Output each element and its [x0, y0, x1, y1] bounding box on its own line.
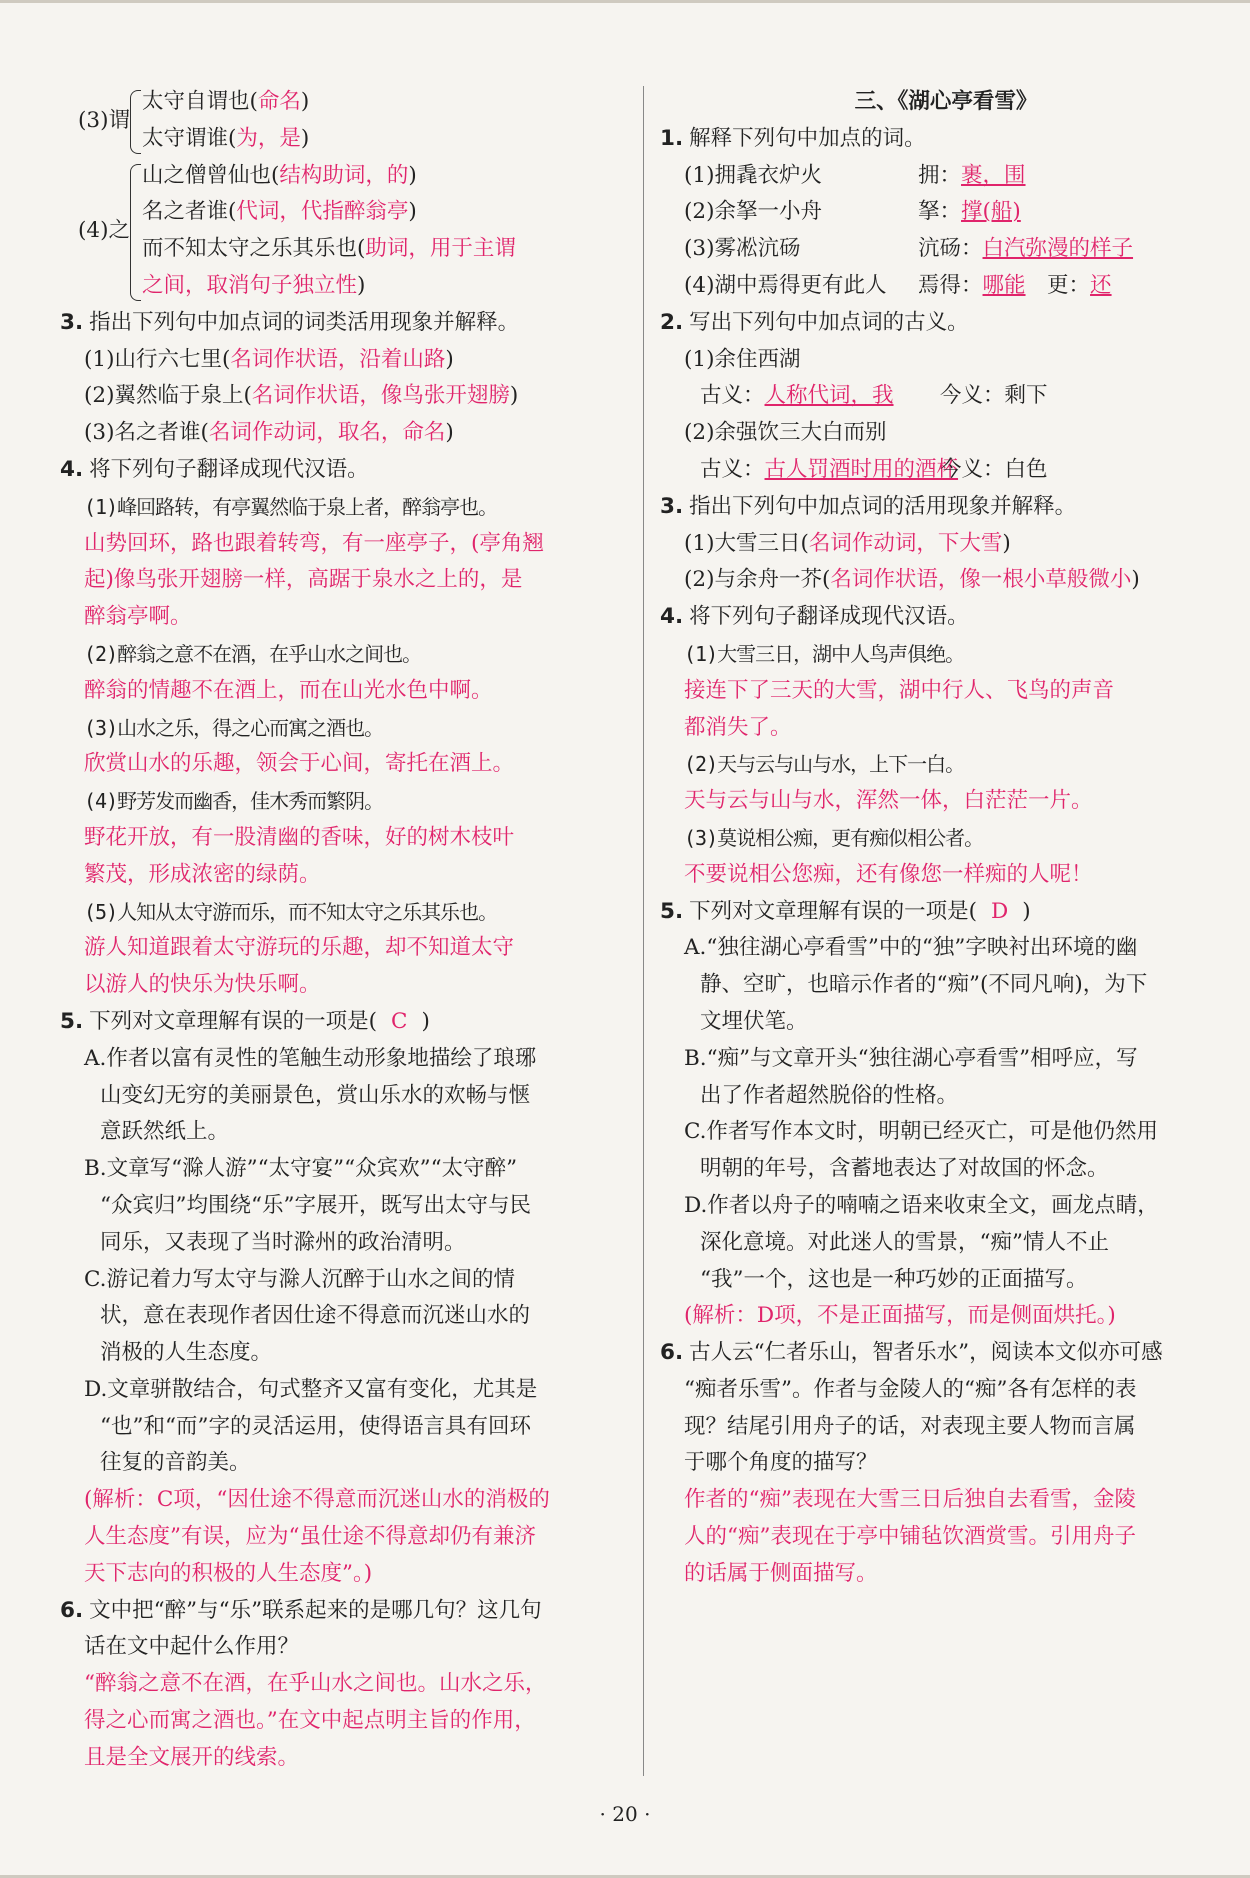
question-text: 状，意在表现作者因仕途不得意而沉迷山水的	[100, 1303, 531, 1329]
brace-group-line	[142, 268, 630, 305]
brace	[130, 90, 141, 154]
question-text: 静、空旷，也暗示作者的“痴”(不同凡响)，为下	[700, 972, 1148, 998]
answer-line: 都消失了。	[684, 714, 792, 740]
question-text: )	[1022, 898, 1031, 924]
question-number: 5.	[660, 898, 684, 924]
answer-text: 命名	[257, 89, 301, 114]
question-text: (2)与余舟一芥(	[684, 567, 831, 593]
question-text: 下列对文章理解有误的一项是(	[689, 898, 978, 924]
question-line	[60, 1593, 630, 1630]
question-line	[60, 1004, 630, 1041]
answer-choice: D	[991, 898, 1009, 924]
answer-text: 为，是	[236, 125, 301, 151]
question-text: 意跃然纸上。	[100, 1119, 230, 1145]
question-text: 而不知太守之乐其乐也(	[142, 236, 366, 262]
question-text: “众宾归”均围绕“乐”字展开，既写出太守与民	[100, 1192, 531, 1218]
modern-meaning: 今义：白色	[940, 456, 1048, 482]
answer-text: 名词作状语，像一根小草般微小	[830, 567, 1132, 593]
question-line	[660, 894, 1232, 931]
ancient-meaning-label: 古义：	[700, 456, 765, 482]
question-text: (1)大雪三日(	[684, 530, 809, 556]
text-line	[660, 526, 1232, 563]
question-text: (5)人知从太守游而乐，而不知太守之乐其乐也。	[84, 899, 498, 924]
question-text: (2)翼然临于泉上(	[84, 383, 252, 409]
answer-text: 名词作状语，像鸟张开翅膀	[251, 383, 510, 409]
page-top-edge	[0, 0, 1250, 3]
brace-group-line	[142, 194, 630, 231]
text-line	[660, 967, 1232, 1004]
answer-line: 人生态度”有误，应为“虽仕途不得意却仍有兼济	[84, 1524, 536, 1550]
text-line	[660, 1262, 1232, 1299]
question-text: (3)山水之乐，得之心而寓之酒也。	[84, 715, 384, 740]
question-text: D.作者以舟子的喃喃之语来收束全文，画龙点睛，	[684, 1192, 1159, 1218]
question-text: 太守自谓也(	[142, 89, 258, 114]
question-number: 4.	[60, 456, 84, 482]
question-text: 太守谓谁(	[142, 125, 237, 151]
question-text: (2)醉翁之意不在酒，在乎山水之间也。	[84, 641, 422, 666]
text-line	[660, 1114, 1232, 1151]
brace	[130, 164, 141, 301]
answer-line: 天与云与山与水，浑然一体，白茫茫一片。	[684, 788, 1093, 814]
question-text: )	[357, 272, 366, 298]
text-line	[60, 1629, 630, 1666]
question-text: 指出下列句中加点词的活用现象并解释。	[689, 493, 1077, 519]
question-number: 5.	[60, 1008, 84, 1034]
question-text: A.“独往湖心亭看雪”中的“独”字映衬出环境的幽	[684, 935, 1138, 961]
question-line	[660, 599, 1232, 636]
answer-text: 结构助词，的	[279, 162, 409, 188]
answer-line: (解析：C项，“因仕途不得意而沉迷山水的消极的	[84, 1487, 550, 1513]
right-column	[660, 84, 1232, 1593]
answer-line: 起)像鸟张开翅膀一样，高踞于泉水之上的，是	[84, 567, 523, 593]
question-text: )	[408, 162, 417, 188]
definition-row	[660, 194, 1232, 231]
sentence-line	[660, 636, 1232, 673]
question-text: 文中把“醉”与“乐”联系起来的是哪几句？这几句	[89, 1597, 542, 1623]
text-line	[60, 1298, 630, 1335]
answer-line: 作者的“痴”表现在大雪三日后独自去看雪，金陵	[684, 1487, 1136, 1513]
answer-text: 名词作状语，沿着山路	[230, 346, 446, 372]
sentence-line	[660, 746, 1232, 783]
question-number: 3.	[60, 309, 84, 335]
answer-text: 代词，代指醉翁亭	[236, 199, 409, 225]
answer-line: 天下志向的积极的人生态度”。)	[84, 1560, 373, 1586]
answer-line: 醉翁亭啊。	[84, 604, 192, 630]
modern-meaning: 今义：剩下	[940, 383, 1048, 409]
question-text: 出了作者超然脱俗的性格。	[700, 1082, 959, 1108]
question-text: 同乐，又表现了当时滁州的政治清明。	[100, 1229, 466, 1255]
question-text: 现？结尾引用舟子的话，对表现主要人物而言属	[684, 1413, 1136, 1439]
question-text: )	[300, 125, 310, 151]
text-line	[660, 562, 1232, 599]
text-line	[660, 342, 1232, 379]
sentence-line	[60, 489, 630, 526]
question-line	[660, 121, 1232, 158]
text-line	[60, 1041, 630, 1078]
question-text: )	[421, 1008, 430, 1034]
definition-row	[660, 231, 1232, 268]
text-line	[60, 1151, 630, 1188]
question-text: (3)名之者谁(	[84, 420, 209, 446]
answer-line: 山势回环，路也跟着转弯，有一座亭子，(亭角翘	[84, 530, 544, 556]
question-text: A.作者以富有灵性的笔触生动形象地描绘了琅琊	[84, 1045, 537, 1071]
question-text: 于哪个角度的描写？	[684, 1450, 878, 1476]
section-title: 三、《湖心亭看雪》	[854, 89, 1038, 114]
sentence-line	[60, 894, 630, 931]
question-text: 山变幻无穷的美丽景色，赏山乐水的欢畅与惬	[100, 1082, 531, 1108]
text-line	[660, 415, 1232, 452]
question-text: )	[300, 89, 310, 114]
text-line	[60, 1372, 630, 1409]
question-line	[60, 452, 630, 489]
answer-line: 得之心而寓之酒也。”在文中起点明主旨的作用，	[84, 1708, 536, 1734]
answer-line: 不要说相公您痴，还有像您一样痴的人呢！	[684, 861, 1093, 887]
question-text: (2)余强饮三大白而别	[684, 420, 887, 446]
question-text: B.文章写“滁人游”“太守宴”“众宾欢”“太守醉”	[84, 1156, 518, 1182]
brace-group-line	[142, 158, 630, 195]
question-text: 更：	[1025, 272, 1091, 298]
text-line	[60, 415, 630, 452]
question-text: )	[408, 199, 417, 225]
definition-answer	[918, 231, 1133, 268]
question-text: )	[509, 383, 519, 409]
answer-text: 撑(船)	[961, 199, 1021, 225]
question-text: 写出下列句中加点词的古义。	[689, 309, 969, 335]
meaning-row	[660, 452, 1232, 489]
question-text: 古人云“仁者乐山，智者乐水”，阅读本文似亦可感	[689, 1340, 1163, 1366]
text-line	[660, 1078, 1232, 1115]
text-line	[60, 1262, 630, 1299]
question-text: 沆砀：	[918, 236, 983, 262]
question-text: D.文章骈散结合，句式整齐又富有变化，尤其是	[84, 1376, 538, 1402]
question-text: 深化意境。对此迷人的雪景，“痴”情人不止	[700, 1229, 1109, 1255]
question-text: (1)大雪三日，湖中人鸟声俱绝。	[684, 641, 965, 666]
text-line	[660, 1409, 1232, 1446]
answer-line: 繁茂，形成浓密的绿荫。	[84, 861, 321, 887]
definition-answer	[918, 268, 1112, 305]
question-line	[60, 305, 630, 342]
question-text: 山之僧曾仙也(	[142, 162, 280, 188]
text-line	[660, 1004, 1232, 1041]
question-text: )	[1002, 530, 1011, 556]
answer-line: 野花开放，有一股清幽的香味，好的树木枝叶	[84, 824, 515, 850]
question-text: 明朝的年号，含蓄地表达了对故国的怀念。	[700, 1156, 1109, 1182]
ancient-meaning-label: 古义：	[700, 383, 765, 409]
text-line	[60, 1078, 630, 1115]
question-text: 指出下列句中加点词的词类活用现象并解释。	[89, 309, 520, 335]
sentence-line	[60, 710, 630, 747]
question-text: (2)天与云与山与水，上下一白。	[684, 752, 965, 777]
text-line	[60, 1445, 630, 1482]
question-text: 焉得：	[918, 272, 983, 298]
question-text: 话在文中起什么作用？	[84, 1634, 300, 1660]
question-text: 解释下列句中加点的词。	[689, 125, 926, 151]
text-line	[660, 1445, 1232, 1482]
question-number: 6.	[660, 1340, 684, 1366]
sentence-line	[60, 636, 630, 673]
text-line	[60, 1335, 630, 1372]
brace-group	[60, 84, 630, 158]
answer-line: 以游人的快乐为快乐啊。	[84, 972, 321, 998]
page-number: · 20 ·	[599, 1802, 651, 1826]
question-text: )	[445, 420, 454, 446]
answer-line: 游人知道跟着太守游玩的乐趣，却不知道太守	[84, 935, 515, 961]
answer-text: 之间，取消句子独立性	[142, 272, 358, 298]
sentence-line	[660, 820, 1232, 857]
left-column	[60, 84, 630, 1777]
brace-group-line	[142, 121, 630, 158]
brace-group	[60, 158, 630, 305]
question-number: 2.	[660, 309, 684, 335]
answer-line: 的话属于侧面描写。	[684, 1560, 878, 1586]
question-text: (3)雾凇沆砀	[684, 236, 801, 262]
answer-choice: C	[391, 1008, 408, 1034]
question-text: 拏：	[918, 199, 962, 225]
question-text: (1)拥毳衣炉火	[684, 162, 822, 188]
question-number: 1.	[660, 125, 684, 151]
question-text: (2)余拏一小舟	[684, 199, 822, 225]
question-text: 往复的音韵美。	[100, 1450, 251, 1476]
question-text: 文埋伏笔。	[700, 1008, 808, 1034]
column-divider	[643, 86, 644, 1776]
question-text: 下列对文章理解有误的一项是(	[89, 1008, 378, 1034]
question-text: B.“痴”与文章开头“独往湖心亭看雪”相呼应，写	[684, 1045, 1138, 1071]
answer-line: 且是全文展开的线索。	[84, 1744, 300, 1770]
answer-line: (解析：D项，不是正面描写，而是侧面烘托。)	[684, 1303, 1116, 1329]
ancient-meaning-answer: 人称代词，我	[764, 383, 894, 409]
answer-text: 哪能	[982, 272, 1026, 298]
question-line	[660, 305, 1232, 342]
question-text: 消极的人生态度。	[100, 1340, 273, 1366]
question-text: )	[1131, 567, 1140, 593]
text-line	[60, 1409, 630, 1446]
text-line	[660, 1372, 1232, 1409]
question-text: 将下列句子翻译成现代汉语。	[89, 456, 369, 482]
definition-row	[660, 158, 1232, 195]
text-line	[60, 1188, 630, 1225]
question-text: “痴者乐雪”。作者与金陵人的“痴”各有怎样的表	[684, 1376, 1137, 1402]
question-text: “也”和“而”字的灵活运用，使得语言具有回环	[100, 1413, 531, 1439]
question-text: (1)峰回路转，有亭翼然临于泉上者，醉翁亭也。	[84, 494, 498, 519]
answer-line: 醉翁的情趣不在酒上，而在山光水色中啊。	[84, 677, 493, 703]
question-text: (4)湖中焉得更有此人	[684, 272, 887, 298]
brace-group-label: (3)谓	[78, 107, 130, 133]
question-line	[660, 489, 1232, 526]
question-text: 拥：	[918, 162, 962, 188]
question-text: C.游记着力写太守与滁人沉醉于山水之间的情	[84, 1266, 516, 1292]
question-text: C.作者写作本文时，明朝已经灭亡，可是他仍然用	[684, 1119, 1159, 1145]
sentence-line	[60, 783, 630, 820]
question-text: (1)山行六七里(	[84, 346, 231, 372]
question-text: “我”一个，这也是一种巧妙的正面描写。	[700, 1266, 1088, 1292]
brace-group-label: (4)之	[78, 218, 130, 244]
answer-text: 还	[1090, 272, 1112, 298]
text-line	[60, 1225, 630, 1262]
text-line	[60, 342, 630, 379]
question-text: (3)莫说相公痴，更有痴似相公者。	[684, 825, 984, 850]
answer-line: 人的“痴”表现在于亭中铺毡饮酒赏雪。引用舟子	[684, 1524, 1136, 1550]
answer-text: 助词，用于主谓	[365, 236, 516, 262]
text-line	[660, 1041, 1232, 1078]
question-number: 3.	[660, 493, 684, 519]
answer-text: 名词作动词，下大雪	[808, 530, 1003, 556]
text-line	[660, 1225, 1232, 1262]
meaning-row	[660, 378, 1232, 415]
text-line	[60, 378, 630, 415]
ancient-meaning-answer: 古人罚酒时用的酒杯	[764, 456, 959, 482]
question-text: )	[445, 346, 454, 372]
question-text: (1)余住西湖	[684, 346, 801, 372]
answer-text: 裹，围	[961, 162, 1026, 188]
brace-group-line	[142, 231, 630, 268]
answer-text: 名词作动词，取名，命名	[208, 420, 446, 446]
answer-line: 接连下了三天的大雪，湖中行人、飞鸟的声音	[684, 677, 1115, 703]
text-line	[660, 1188, 1232, 1225]
question-text: 名之者谁(	[142, 199, 237, 225]
definition-answer	[918, 158, 1026, 195]
definition-answer	[918, 194, 1021, 231]
text-line	[60, 1114, 630, 1151]
answer-line: “醉翁之意不在酒，在乎山水之间也。山水之乐，	[84, 1671, 547, 1697]
brace-group-line	[142, 84, 630, 121]
question-number: 6.	[60, 1597, 84, 1623]
answer-line: 欣赏山水的乐趣，领会于心间，寄托在酒上。	[84, 751, 515, 777]
text-line	[660, 930, 1232, 967]
definition-row	[660, 268, 1232, 305]
text-line	[660, 1151, 1232, 1188]
question-line	[660, 1335, 1232, 1372]
question-text: 将下列句子翻译成现代汉语。	[689, 604, 969, 630]
question-text: (4)野芳发而幽香，佳木秀而繁阴。	[84, 789, 384, 814]
question-number: 4.	[660, 604, 684, 630]
answer-text: 白汽弥漫的样子	[982, 236, 1134, 262]
